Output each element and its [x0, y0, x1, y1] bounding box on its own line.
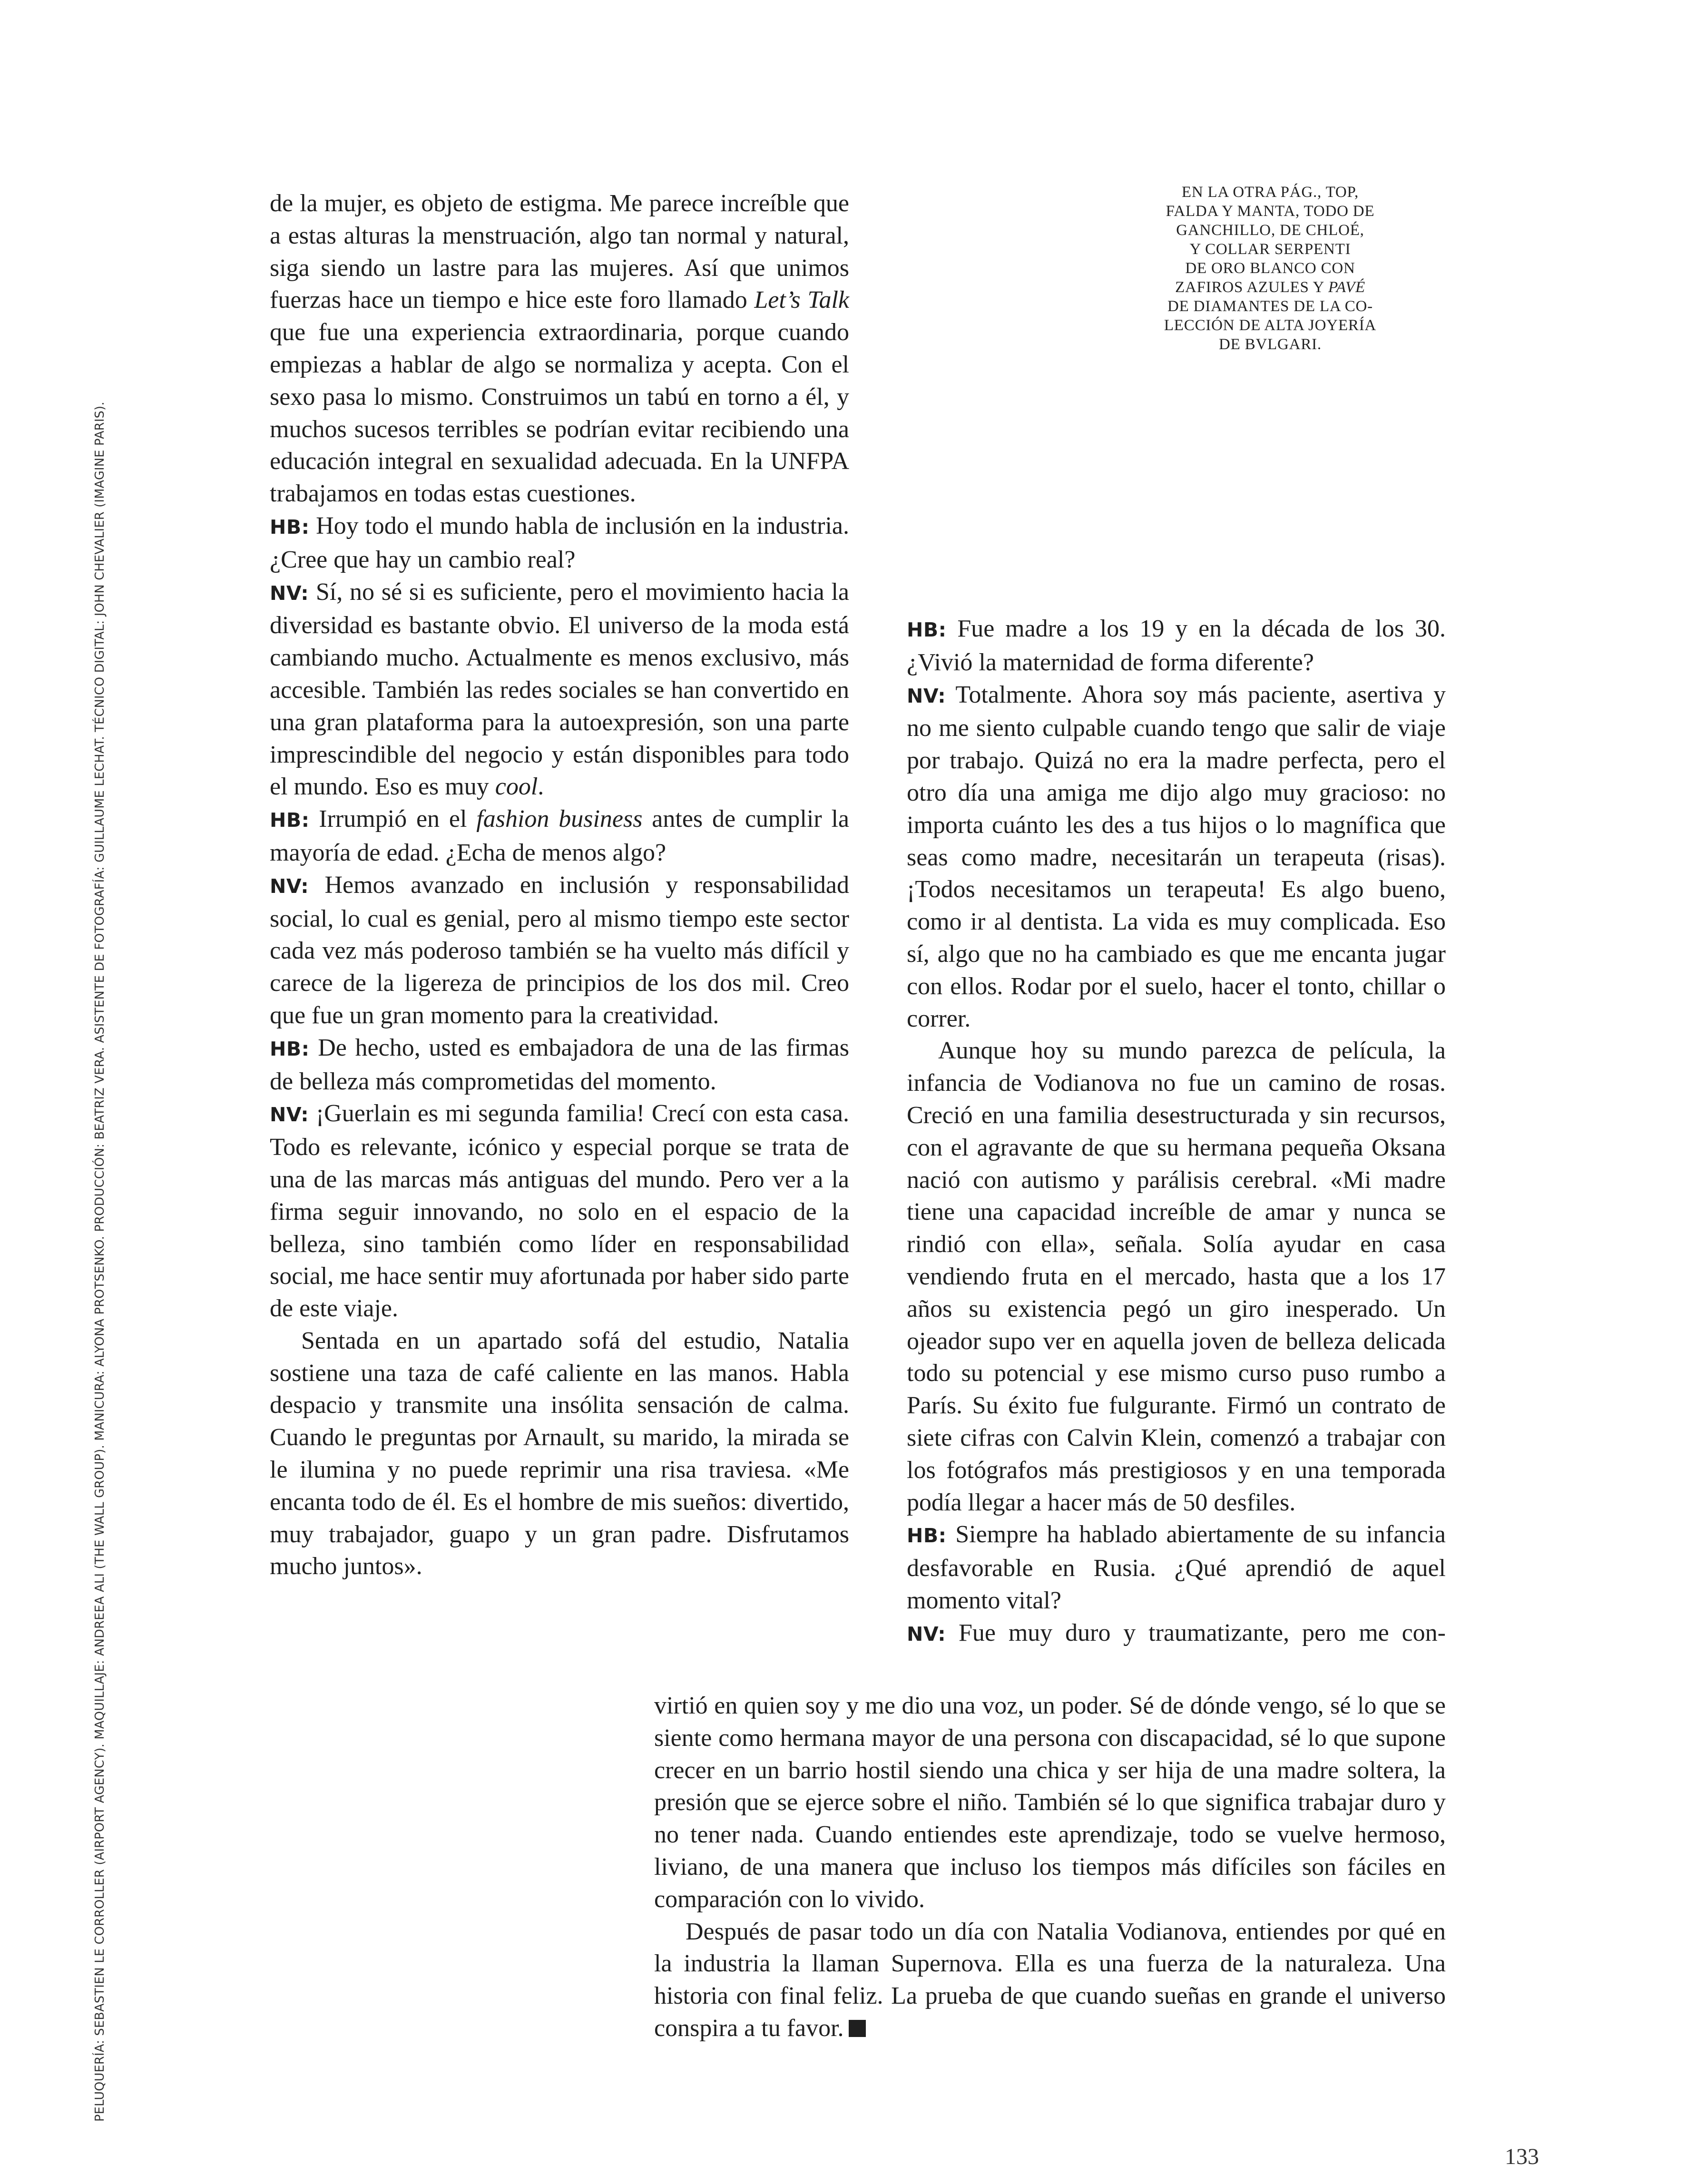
interview-question: HB: Irrumpió en el fashion business antes de cumplir la mayoría de edad. ¿Echa de menos algo?	[270, 805, 849, 866]
page-number: 133	[1505, 2144, 1539, 2169]
interview-answer: NV: ¡Guerlain es mi segunda familia! Crecí con esta casa. Todo es relevante, icónico y especial porque se trata de una de las marcas más antiguas del mundo. Pero ver a la firma seguir innovando, no solo en el espacio de la belleza, sino también como líder en responsabilidad social, me hace sentir muy afortunada por haber sido parte de este viaje.	[270, 1100, 849, 1322]
interviewee-label: NV:	[270, 1103, 309, 1126]
photo-credits: PELUQUERÍA: SEBASTIEN LE CORROLLER (AIRPORT AGENCY). MAQUILLAJE: ANDREEA ALI (THE WALL GROUP). MANICURA: ALYONA PROTSENKO. PRODUCCIÓN: BEATRIZ VERA. ASISTENTE DE FOTOGRAFÍA: GUILLAUME LECHAT. TÉCNICO DIGITAL: JOHN CHEVALIER (IMAGINE PARIS).	[93, 402, 107, 2122]
interview-answer: NV: Sí, no sé si es suficiente, pero el movimiento hacia la diversidad es bastante obvio. El universo de la moda está cambiando mucho. Actualmente es menos exclusivo, más accesible. También las redes sociales se han convertido en una gran plataforma para la autoexpresión, son una parte imprescindible del negocio y están disponibles para todo el mundo. Eso es muy cool.	[270, 578, 849, 801]
end-mark-icon	[849, 2020, 866, 2037]
closing-paragraph: Después de pasar todo un día con Natalia Vodianova, entiendes por qué en la industria la llaman Supernova. Ella es una fuerza de la naturaleza. Una historia con final feliz. La prueba de que cuando sueñas en grande el universo conspira a tu favor.	[654, 1918, 1446, 2042]
interviewee-label: NV:	[907, 1622, 946, 1645]
article-column-right	[907, 613, 1446, 1651]
article-column-bottom	[654, 1690, 1446, 2045]
interviewer-label: HB:	[270, 515, 310, 539]
paragraph: Aunque hoy su mundo parezca de película, la infancia de Vodianova no fue un camino de rosas. Creció en una familia desestructurada y sin recursos, con el agravante de que su hermana pequeña Oksana nació con autismo y parálisis cerebral. «Mi madre tiene una capacidad increíble de amar y nunca se rindió con ella», señala. Solía ayudar en casa vendiendo fruta en el mercado, hasta que a los 17 años su existencia pegó un giro inesperado. Un ojeador supo ver en aquella joven de belleza delicada todo su potencial y ese mismo curso puso rumbo a París. Su éxito fue fulgurante. Firmó un contrato de siete cifras con Calvin Klein, comenzó a trabajar con los fotógrafos más prestigiosos y en una temporada podía llegar a hacer más de 50 desfiles.	[907, 1037, 1446, 1516]
interviewer-label: HB:	[907, 618, 947, 641]
interview-question: HB: Fue madre a los 19 y en la década de los 30. ¿Vivió la maternidad de forma diferente?	[907, 615, 1446, 676]
paragraph: Sentada en un apartado sofá del estudio, Natalia sostiene una taza de café caliente en las manos. Habla despacio y transmite una insólita sensación de calma. Cuando le preguntas por Arnault, su marido, la mirada se le ilumina y no puede reprimir una risa traviesa. «Me encanta todo de él. Es el hombre de mis sueños: divertido, muy trabajador, guapo y un gran padre. Disfrutamos mucho juntos».	[270, 1327, 849, 1580]
interviewee-label: NV:	[270, 581, 309, 605]
interviewer-label: HB:	[270, 809, 310, 832]
interviewer-label: HB:	[907, 1524, 947, 1547]
interview-answer: NV: Totalmente. Ahora soy más paciente, asertiva y no me siento culpable cuando tengo que salir de viaje por trabajo. Quizá no era la madre perfecta, pero el otro día una amiga me dijo algo muy gracioso: no importa cuánto les des a tus hijos o lo magnífica que seas como madre, necesitarán un terapeuta (risas). ¡Todos necesitamos un terapeuta! Es algo bueno, como ir al dentista. La vida es muy complicada. Eso sí, algo que no ha cambiado es que me encanta jugar con ellos. Rodar por el suelo, hacer el tonto, chillar o correr.	[907, 681, 1446, 1032]
interview-question: HB: Siempre ha hablado abiertamente de su infancia desfavorable en Rusia. ¿Qué aprendió de aquel momento vital?	[907, 1521, 1446, 1614]
interview-question: HB: De hecho, usted es embajadora de una de las firmas de belleza más comprometidas del momento.	[270, 1034, 849, 1095]
photo-caption: EN LA OTRA PÁG., TOP, FALDA Y MANTA, TODO DE GANCHILLO, DE CHLOÉ, Y COLLAR SERPENTI DE ORO BLANCO CON ZAFIROS AZULES Y PAVÉ DE DIAMANTES DE LA CO- LECCIÓN DE ALTA JOYERÍA DE BVLGARI.	[1164, 184, 1377, 353]
interviewee-label: NV:	[907, 684, 946, 707]
interviewee-label: NV:	[270, 874, 309, 898]
interview-question: HB: Hoy todo el mundo habla de inclusión en la industria. ¿Cree que hay un cambio real?	[270, 512, 849, 573]
interview-answer: NV: Hemos avanzado en inclusión y responsabilidad social, lo cual es genial, pero al mismo tiempo este sector cada vez más poderoso también se ha vuelto más difícil y carece de la ligereza de principios de los dos mil. Creo que fue un gran momento para la creatividad.	[270, 871, 849, 1029]
article-column-left	[270, 187, 849, 1583]
interviewer-label: HB:	[270, 1037, 310, 1060]
interview-answer-continued: virtió en quien soy y me dio una voz, un poder. Sé de dónde vengo, sé lo que se siente como hermana mayor de una persona con discapacidad, sé lo que supone crecer en un barrio hostil siendo una chica y ser hija de una madre soltera, la presión que se ejerce sobre el niño. También sé lo que significa trabajar duro y no tener nada. Cuando entiendes este aprendizaje, todo se vuelve hermoso, liviano, de una manera que incluso los tiempos más difíciles son fáciles en comparación con lo vivido.	[654, 1692, 1446, 1913]
paragraph: de la mujer, es objeto de estigma. Me parece increíble que a estas alturas la menstruación, algo tan normal y natural, siga siendo un lastre para las mujeres. Así que unimos fuerzas hace un tiempo e hice este foro llamado Let’s Talk que fue una experiencia extraordinaria, porque cuando empiezas a hablar de algo se normaliza y acepta. Con el sexo pasa lo mismo. Construimos un tabú en torno a él, y muchos sucesos terribles se podrían evitar recibiendo una educación integral en sexualidad adecuada. En la UNFPA trabajamos en todas estas cuestiones.	[270, 190, 849, 508]
interview-answer: NV: Fue muy duro y traumatizante, pero me con-	[907, 1619, 1446, 1646]
